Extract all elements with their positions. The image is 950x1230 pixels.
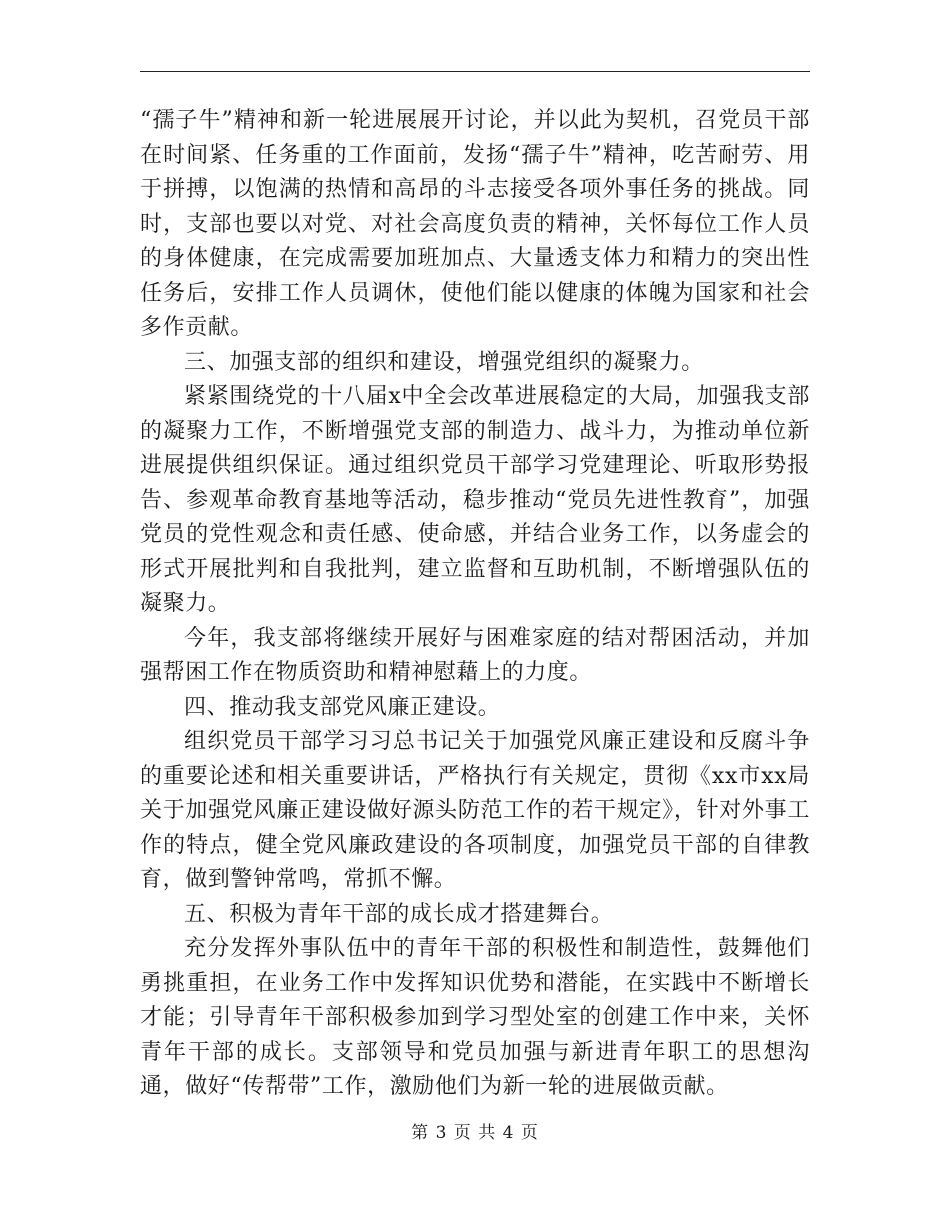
paragraph: 组织党员干部学习习总书记关于加强党风廉正建设和反腐斗争的重要论述和相关重要讲话，严格执行有关规定，贯彻《xx市xx局关于加强党风廉正建设做好源头防范工作的若干规定》，针对外事工作的特点，健全党风廉政建设的各项制度，加强党员干部的自律教育，做到警钟常鸣，常抓不懈。 — [140, 729, 810, 892]
paragraph: 充分发挥外事队伍中的青年干部的积极性和制造性，鼓舞他们勇挑重担，在业务工作中发挥知识优势和潜能，在实践中不断增长才能；引导青年干部积极参加到学习型处室的创建工作中来，关怀青年干部的成长。支部领导和党员加强与新进青年职工的思想沟通，做好“传帮带”工作，激励他们为新一轮的进展做贡献。 — [140, 936, 810, 1099]
section-heading: 四、推动我支部党风廉正建设。 — [184, 694, 501, 720]
section-heading: 五、积极为青年干部的成长成才搭建舞台。 — [184, 901, 614, 927]
header-rule — [140, 71, 810, 72]
document-body — [140, 104, 810, 1105]
paragraph: 今年，我支部将继续开展好与困难家庭的结对帮困活动，并加强帮困工作在物质资助和精神慰藉上的力度。 — [140, 625, 810, 685]
page-number: 第 3 页 共 4 页 — [411, 1123, 539, 1143]
paragraph: “孺子牛”精神和新一轮进展展开讨论，并以此为契机，召党员干部在时间紧、任务重的工作面前，发扬“孺子牛”精神，吃苦耐劳、用于拼搏，以饱满的热情和高昂的斗志接受各项外事任务的挑战。同时，支部也要以对党、对社会高度负责的精神，关怀每位工作人员的身体健康，在完成需要加班加点、大量透支体力和精力的突出性任务后，安排工作人员调休，使他们能以健康的体魄为国家和社会多作贡献。 — [140, 108, 810, 340]
section-heading: 三、加强支部的组织和建设，增强党组织的凝聚力。 — [184, 349, 704, 375]
paragraph: 紧紧围绕党的十八届x中全会改革进展稳定的大局，加强我支部的凝聚力工作，不断增强党支部的制造力、战斗力，为推动单位新进展提供组织保证。通过组织党员干部学习党建理论、听取形势报告、参观革命教育基地等活动，稳步推动“党员先进性教育”，加强党员的党性观念和责任感、使命感，并结合业务工作，以务虚会的形式开展批判和自我批判，建立监督和互助机制，不断增强队伍的凝聚力。 — [140, 384, 810, 616]
